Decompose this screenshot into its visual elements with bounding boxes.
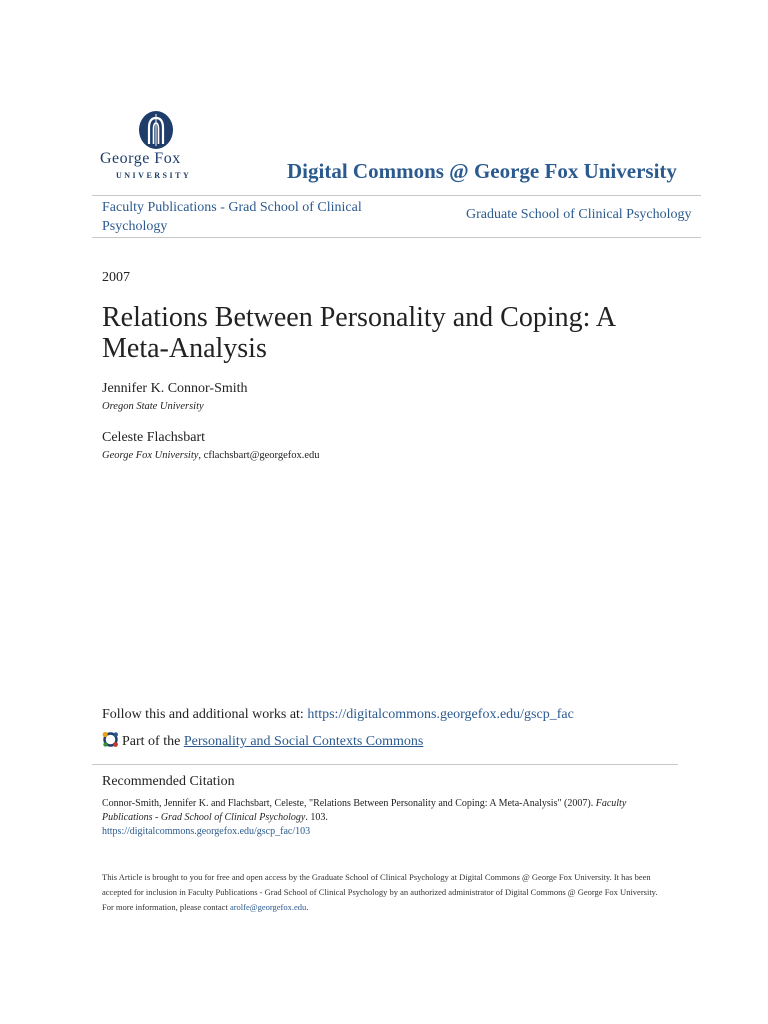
publication-year: 2007 bbox=[102, 270, 130, 285]
author-name: Celeste Flachsbart bbox=[102, 430, 206, 445]
contact-email-link[interactable]: arolfe@georgefox.edu bbox=[229, 902, 307, 912]
part-of-line bbox=[102, 731, 423, 750]
follow-line bbox=[102, 707, 574, 723]
part-of-label: Part of the bbox=[122, 734, 184, 749]
header-divider-top bbox=[92, 195, 701, 196]
header-divider-bottom bbox=[92, 237, 701, 238]
gfu-arch-emblem-icon bbox=[137, 110, 175, 150]
access-notice-end: . bbox=[306, 902, 309, 912]
follow-label: Follow this and additional works at: bbox=[102, 707, 308, 722]
access-notice-text: This Article is brought to you for free and open access by the Graduate School of Clinical Psychology at Digital Commons @ George Fox University. It has been accepted for inclusion in Faculty Publications - Grad School of Clinical Psychology by an authorized administrator of Digital Commons @ George Fox University. For more information, please contact bbox=[102, 872, 658, 912]
affiliation-name: George Fox University bbox=[102, 450, 199, 461]
author-email: , cflachsbart@georgefox.edu bbox=[198, 450, 320, 461]
affiliation-name: Oregon State University bbox=[102, 401, 204, 412]
article-title: Relations Between Personality and Coping: A Meta-Analysis bbox=[102, 302, 615, 364]
follow-url-link[interactable]: https://digitalcommons.georgefox.edu/gscp_fac bbox=[307, 707, 574, 722]
citation-body: Connor-Smith, Jennifer K. and Flachsbart, Celeste, "Relations Between Personality and Coping: A Meta-Analysis" (2007). bbox=[102, 798, 596, 809]
site-title-link[interactable]: Digital Commons @ George Fox University bbox=[287, 159, 677, 183]
citation-text bbox=[102, 797, 662, 839]
commons-link[interactable]: Personality and Social Contexts Commons bbox=[183, 734, 424, 749]
access-notice bbox=[102, 870, 667, 915]
citation-number: . 103. bbox=[305, 812, 328, 823]
logo-subtitle: UNIVERSITY bbox=[116, 171, 192, 180]
citation-url-link[interactable]: https://digitalcommons.georgefox.edu/gscp_fac/103 bbox=[102, 826, 311, 837]
logo-name: George Fox bbox=[100, 150, 181, 167]
author-affiliation bbox=[102, 401, 204, 412]
george-fox-logo bbox=[100, 110, 212, 182]
citation-series: Faculty Publications - Grad School of Clinical Psychology bbox=[102, 798, 627, 823]
citation-divider bbox=[92, 764, 678, 765]
collection-link[interactable]: Faculty Publications - Grad School of Clinical Psychology bbox=[102, 200, 362, 234]
author-affiliation bbox=[102, 450, 320, 461]
recommended-citation-heading: Recommended Citation bbox=[102, 774, 235, 789]
commons-network-icon bbox=[102, 731, 119, 748]
department-link[interactable]: Graduate School of Clinical Psychology bbox=[466, 207, 692, 222]
author-name: Jennifer K. Connor-Smith bbox=[102, 381, 248, 396]
